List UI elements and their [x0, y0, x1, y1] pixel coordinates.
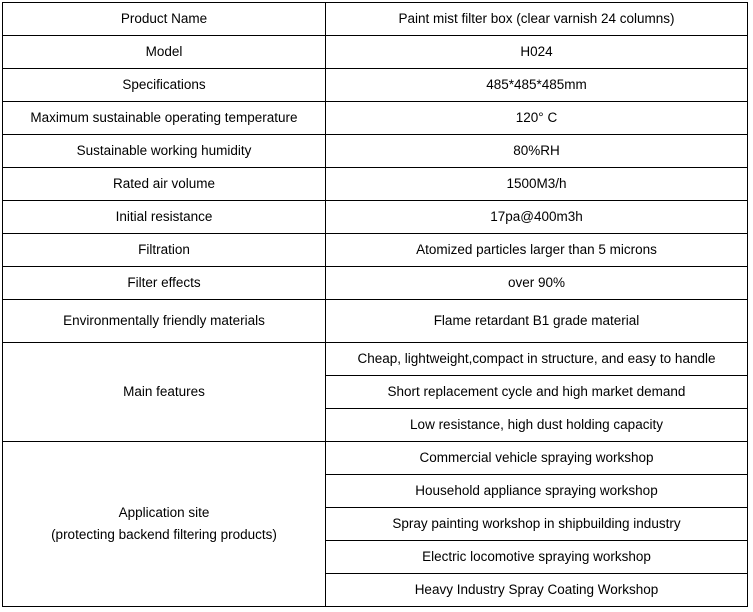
table-row — [3, 442, 748, 475]
row-label-max-temperature: Maximum sustainable operating temperature — [3, 102, 326, 135]
application-site-title: Application site — [118, 505, 210, 520]
row-label-model: Model — [3, 36, 326, 69]
row-value-filter-effects: over 90% — [326, 267, 748, 300]
row-label-materials: Environmentally friendly materials — [3, 300, 326, 343]
table-row — [3, 343, 748, 376]
application-site-item: Electric locomotive spraying workshop — [326, 541, 748, 574]
row-value-air-volume: 1500M3/h — [326, 168, 748, 201]
main-feature-item: Cheap, lightweight,compact in structure, and easy to handle — [326, 343, 748, 376]
row-value-max-temperature: 120° C — [326, 102, 748, 135]
row-label-filtration: Filtration — [3, 234, 326, 267]
table-row — [3, 168, 748, 201]
table-row — [3, 69, 748, 102]
row-label-air-volume: Rated air volume — [3, 168, 326, 201]
row-value-model: H024 — [326, 36, 748, 69]
row-label-product-name: Product Name — [3, 3, 326, 36]
main-features-label: Main features — [3, 343, 326, 442]
application-site-item: Spray painting workshop in shipbuilding industry — [326, 508, 748, 541]
application-site-subtitle: (protecting backend filtering products) — [51, 527, 277, 542]
table-row — [3, 135, 748, 168]
table-row — [3, 300, 748, 343]
table-row — [3, 234, 748, 267]
table-row — [3, 36, 748, 69]
row-label-filter-effects: Filter effects — [3, 267, 326, 300]
table-row — [3, 201, 748, 234]
application-site-item: Household appliance spraying workshop — [326, 475, 748, 508]
application-site-item: Heavy Industry Spray Coating Workshop — [326, 574, 748, 607]
main-feature-item: Low resistance, high dust holding capacity — [326, 409, 748, 442]
main-feature-item: Short replacement cycle and high market demand — [326, 376, 748, 409]
row-label-specifications: Specifications — [3, 69, 326, 102]
row-value-filtration: Atomized particles larger than 5 microns — [326, 234, 748, 267]
row-value-initial-resistance: 17pa@400m3h — [326, 201, 748, 234]
application-site-item: Commercial vehicle spraying workshop — [326, 442, 748, 475]
table-row — [3, 102, 748, 135]
row-label-initial-resistance: Initial resistance — [3, 201, 326, 234]
row-value-materials: Flame retardant B1 grade material — [326, 300, 748, 343]
row-label-humidity: Sustainable working humidity — [3, 135, 326, 168]
row-value-humidity: 80%RH — [326, 135, 748, 168]
row-value-specifications: 485*485*485mm — [326, 69, 748, 102]
table-row — [3, 3, 748, 36]
application-site-label — [3, 442, 326, 607]
row-value-product-name: Paint mist filter box (clear varnish 24 columns) — [326, 3, 748, 36]
table-row — [3, 267, 748, 300]
product-spec-table — [2, 2, 748, 607]
